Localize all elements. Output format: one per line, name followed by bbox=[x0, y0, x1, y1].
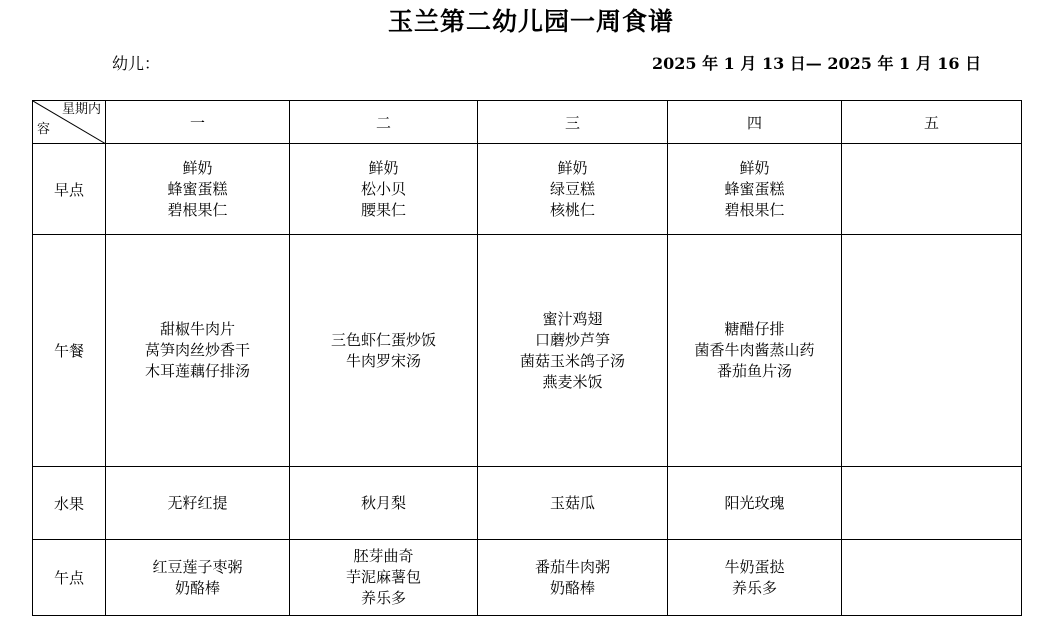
menu-item: 木耳莲藕仔排汤 bbox=[144, 362, 250, 380]
menu-cell-items bbox=[106, 158, 289, 221]
menu-cell-items bbox=[668, 158, 841, 221]
menu-cell-items bbox=[106, 493, 289, 514]
menu-item: 牛奶蛋挞 bbox=[724, 557, 785, 576]
menu-cell-day-4 bbox=[668, 235, 842, 467]
menu-item: 鲜奶 bbox=[182, 158, 213, 177]
menu-item: 奶酪棒 bbox=[174, 578, 220, 597]
menu-cell-day-4 bbox=[668, 540, 842, 616]
menu-cell-items bbox=[478, 493, 667, 514]
date-range: 2025 年 1 月 13 日— 2025 年 1 月 16 日 bbox=[652, 54, 982, 73]
menu-item: 奶酪棒 bbox=[549, 578, 595, 597]
menu-item: 核桃仁 bbox=[549, 200, 595, 219]
fruit-row bbox=[33, 467, 1022, 540]
menu-item: 碧根果仁 bbox=[724, 200, 785, 219]
page-title: 玉兰第二幼儿园一周食谱 bbox=[387, 7, 674, 36]
menu-item: 胚芽曲奇 bbox=[353, 547, 414, 565]
menu-item: 菌香牛肉酱蒸山药 bbox=[694, 341, 815, 359]
menu-cell-items bbox=[290, 546, 477, 609]
menu-item: 腰果仁 bbox=[360, 200, 406, 219]
lunch-row bbox=[33, 235, 1022, 467]
menu-cell-items bbox=[290, 158, 477, 221]
menu-cell-day-2 bbox=[290, 235, 478, 467]
row-label: 水果 bbox=[33, 467, 106, 540]
menu-item: 绿豆糕 bbox=[549, 179, 595, 198]
menu-cell-day-5 bbox=[842, 540, 1022, 616]
menu-cell-day-3 bbox=[478, 235, 668, 467]
menu-cell-day-4 bbox=[668, 467, 842, 540]
menu-cell-day-5 bbox=[842, 467, 1022, 540]
day-header-4: 四 bbox=[668, 101, 842, 144]
menu-item: 鲜奶 bbox=[557, 158, 588, 177]
child-label: 幼儿： bbox=[112, 54, 161, 73]
menu-cell-day-1 bbox=[106, 467, 290, 540]
menu-cell-day-5 bbox=[842, 144, 1022, 235]
menu-item: 养乐多 bbox=[731, 578, 777, 597]
menu-cell-day-3 bbox=[478, 540, 668, 616]
menu-item: 阳光玫瑰 bbox=[724, 493, 785, 512]
menu-cell-items bbox=[106, 319, 289, 382]
menu-item: 番茄牛肉粥 bbox=[534, 557, 610, 576]
menu-item: 菌菇玉米鸽子汤 bbox=[519, 351, 625, 370]
menu-cell-items bbox=[668, 557, 841, 599]
menu-item: 红豆莲子枣粥 bbox=[152, 557, 243, 576]
corner-label-content: 容 bbox=[37, 122, 51, 137]
menu-item: 碧根果仁 bbox=[167, 200, 228, 219]
menu-item: 口蘑炒芦笋 bbox=[534, 330, 610, 349]
row-label: 早点 bbox=[33, 144, 106, 235]
day-header-1: 一 bbox=[106, 101, 290, 144]
menu-cell-items bbox=[478, 158, 667, 221]
menu-item: 芋泥麻薯包 bbox=[345, 568, 421, 586]
menu-item: 松小贝 bbox=[360, 179, 406, 198]
day-header-row bbox=[33, 101, 1022, 144]
menu-item: 番茄鱼片汤 bbox=[716, 362, 792, 380]
menu-item: 蜂蜜蛋糕 bbox=[724, 179, 785, 198]
corner-header-cell bbox=[33, 101, 106, 144]
menu-cell-day-4 bbox=[668, 144, 842, 235]
menu-cell-day-2 bbox=[290, 144, 478, 235]
menu-cell-day-3 bbox=[478, 144, 668, 235]
menu-item: 养乐多 bbox=[360, 589, 406, 607]
menu-item: 蜜汁鸡翅 bbox=[542, 309, 603, 328]
breakfast-snack-row bbox=[33, 144, 1022, 235]
menu-cell-day-2 bbox=[290, 540, 478, 616]
menu-cell-items bbox=[290, 330, 477, 372]
menu-item: 甜椒牛肉片 bbox=[159, 320, 235, 338]
menu-cell-items bbox=[668, 319, 841, 382]
menu-cell-items bbox=[290, 493, 477, 514]
corner-label-week: 星期内 bbox=[61, 102, 101, 117]
day-header-5: 五 bbox=[842, 101, 1022, 144]
menu-item: 无籽红提 bbox=[167, 493, 228, 512]
menu-cell-day-2 bbox=[290, 467, 478, 540]
menu-item: 莴笋肉丝炒香干 bbox=[144, 341, 250, 359]
weekly-menu-table bbox=[32, 100, 1022, 616]
afternoon-snack-row bbox=[33, 540, 1022, 616]
menu-item: 牛肉罗宋汤 bbox=[345, 351, 421, 370]
menu-item: 玉菇瓜 bbox=[549, 493, 595, 512]
menu-item: 糖醋仔排 bbox=[724, 320, 785, 338]
day-header-2: 二 bbox=[290, 101, 478, 144]
menu-item: 蜂蜜蛋糕 bbox=[167, 179, 228, 198]
menu-cell-day-5 bbox=[842, 235, 1022, 467]
menu-item: 三色虾仁蛋炒饭 bbox=[330, 330, 436, 349]
menu-cell-day-1 bbox=[106, 144, 290, 235]
menu-cell-day-1 bbox=[106, 540, 290, 616]
menu-cell-day-3 bbox=[478, 467, 668, 540]
menu-cell-items bbox=[478, 557, 667, 599]
row-label: 午点 bbox=[33, 540, 106, 616]
menu-cell-items bbox=[106, 557, 289, 599]
day-header-3: 三 bbox=[478, 101, 668, 144]
menu-cell-items bbox=[668, 493, 841, 514]
menu-item: 燕麦米饭 bbox=[542, 372, 603, 391]
menu-cell-day-1 bbox=[106, 235, 290, 467]
menu-cell-items bbox=[478, 309, 667, 393]
row-label: 午餐 bbox=[33, 235, 106, 467]
menu-item: 秋月梨 bbox=[360, 493, 406, 512]
menu-item: 鲜奶 bbox=[368, 158, 399, 177]
menu-item: 鲜奶 bbox=[739, 158, 770, 177]
